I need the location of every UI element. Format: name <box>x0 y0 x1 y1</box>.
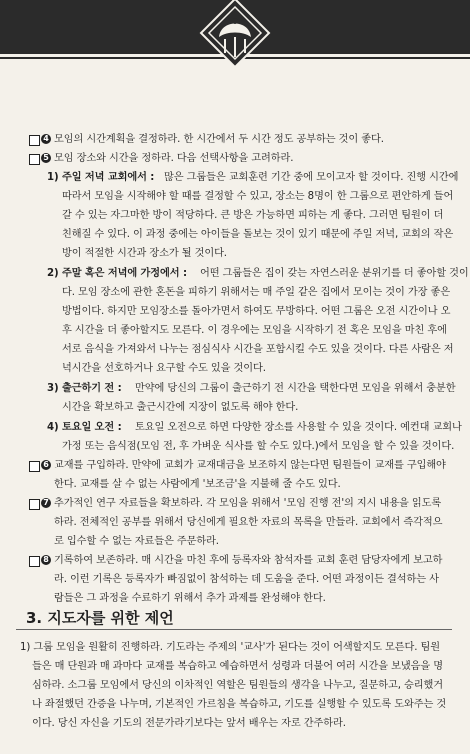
item-7-line: 로 입수할 수 없는 자료들은 주문하라. <box>54 536 219 547</box>
number-badge-4: 4 <box>41 134 51 144</box>
sub-2-line: 녁시간을 선호하거나 요구할 수도 있을 것이다. <box>62 363 266 374</box>
sub-3-line: 시간을 확보하고 출근시간에 지장이 없도록 해야 한다. <box>62 402 299 413</box>
sub-4-line: 가정 또는 음식점(모임 전, 후 가벼운 식사를 할 수도 있다.)에서 모임을 할 수 있을 것이다. <box>62 441 455 452</box>
sub-1-heading: 주일 저녁 교회에서 : <box>62 172 155 183</box>
section-para-line: 심하라. 소그룹 모임에서 당신의 이차적인 역할은 팀원들의 생각을 나누고, 질문하고, 승리했거 <box>32 680 443 691</box>
item-7-line: 추가적인 연구 자료들을 확보하라. 각 모임을 위해서 '모임 진행 전'의 지시 내용을 읽도록 <box>54 498 442 509</box>
checkbox-item-7[interactable] <box>29 499 40 510</box>
number-badge-7: 7 <box>41 498 51 508</box>
header-ornament <box>0 0 470 66</box>
checkbox-item-8[interactable] <box>29 556 40 567</box>
section-para-line: 1) 그룹 모임을 원활히 진행하라. 기도라는 주제의 '교사'가 된다는 것이 어색할지도 모른다. 팀원 <box>20 642 441 653</box>
sub-1-line: 갈 수 있는 자그마한 방이 적당하다. 큰 방은 가능하면 피하는 게 좋다. 그러면 팀원이 더 <box>62 210 444 221</box>
item-5-text: 모임 장소와 시간을 정하라. 다음 선택사항을 고려하라. <box>54 153 294 164</box>
section-title: 3. 지도자를 위한 제언 <box>26 609 174 627</box>
sub-1-label: 1) <box>47 172 59 183</box>
section-para-line: 나 좌절했던 간증을 나누며, 기본적인 가르침을 복습하고, 기도를 실행할 수 있도록 도와주는 것 <box>32 699 447 710</box>
number-badge-8: 8 <box>41 555 51 565</box>
checkbox-item-6[interactable] <box>29 461 40 472</box>
sub-4-label: 4) <box>47 422 59 433</box>
sub-1-line: 친해질 수 있다. 이 과정 중에는 아이들을 돌보는 것이 있기 때문에 주일 저녁, 교회의 작은 <box>62 229 454 240</box>
sub-2-label: 2) <box>47 268 59 279</box>
sub-3-heading: 출근하기 전 : <box>62 383 122 394</box>
item-8-line: 기록하여 보존하라. 매 시간을 마친 후에 등록자와 참석자를 교회 훈련 담당자에게 보고하 <box>54 555 443 566</box>
sub-3-label: 3) <box>47 383 59 394</box>
sub-3-line: 만약에 당신의 그룹이 출근하기 전 시간을 택한다면 모임을 위해서 충분한 <box>135 383 456 394</box>
item-4-text: 모임의 시간계획을 결정하라. 한 시간에서 두 시간 정도 공부하는 것이 좋다. <box>54 134 384 145</box>
section-para-line: 들은 매 단원과 매 과마다 교재를 복습하고 예습하면서 성령과 더불어 여러 시간을 보냈음을 명 <box>32 661 443 672</box>
sub-2-line: 어떤 그룹들은 집이 갖는 자연스러운 분위기를 더 좋아할 것이 <box>200 268 469 279</box>
checkbox-item-4[interactable] <box>29 135 40 146</box>
sub-4-line: 토요일 오전으로 하면 다양한 장소를 사용할 수 있을 것이다. 예컨대 교회나 <box>135 422 462 433</box>
sub-2-heading: 주말 혹은 저녁에 가정에서 : <box>62 268 187 279</box>
sub-2-line: 후 시간을 더 좋아할지도 모른다. 이 경우에는 모임을 시작하기 전 혹은 모임을 마친 후에 <box>62 325 447 336</box>
sub-2-line: 방법이다. 하지만 모임장소를 돌아가면서 하여도 무방하다. 어떤 그룹은 오전 시간이나 오 <box>62 306 451 317</box>
sub-1-line: 따라서 모임을 시작해야 할 때를 결정할 수 있고, 장소는 8명이 한 그룹으로 편안하게 들어 <box>62 191 454 202</box>
checkbox-item-5[interactable] <box>29 154 40 165</box>
item-6-line: 한다. 교재를 살 수 없는 사람에게 '보조금'을 지불해 줄 수도 있다. <box>54 479 341 490</box>
number-badge-5: 5 <box>41 153 51 163</box>
item-8-line: 라. 이런 기록은 등록자가 빠짐없이 참석하는 데 도움을 준다. 어떤 과정이든 결석하는 사 <box>54 574 439 585</box>
section-divider <box>16 629 452 630</box>
sub-4-heading: 토요일 오전 : <box>62 422 122 433</box>
sub-1-line: 많은 그룹들은 교회훈련 기간 중에 모이고자 할 것이다. 진행 시간에 <box>164 172 459 183</box>
sub-1-line: 방이 적절한 시간과 장소가 될 것이다. <box>62 248 227 259</box>
item-7-line: 하라. 전체적인 공부를 위해서 당신에게 필요한 자료의 목록을 만들라. 교회에서 즉각적으 <box>54 517 443 528</box>
item-8-line: 람들은 그 과정을 수료하기 위해서 추가 과제를 완성해야 한다. <box>54 593 326 604</box>
item-6-line: 교재를 구입하라. 만약에 교회가 교재대금을 보조하지 않는다면 팀원들이 교재를 구입해야 <box>54 460 446 471</box>
section-para-line: 이다. 당신 자신을 기도의 전문가라기보다는 앞서 배우는 자로 간주하라. <box>32 718 346 729</box>
number-badge-6: 6 <box>41 460 51 470</box>
sub-2-line: 다. 모임 장소에 관한 혼돈을 피하기 위해서는 매 주일 같은 집에서 모이는 것이 가장 좋은 <box>62 287 451 298</box>
sub-2-line: 서로 음식을 가져와서 나누는 점심식사 시간을 포함시킬 수도 있을 것이다. 다른 사람은 저 <box>62 344 454 355</box>
